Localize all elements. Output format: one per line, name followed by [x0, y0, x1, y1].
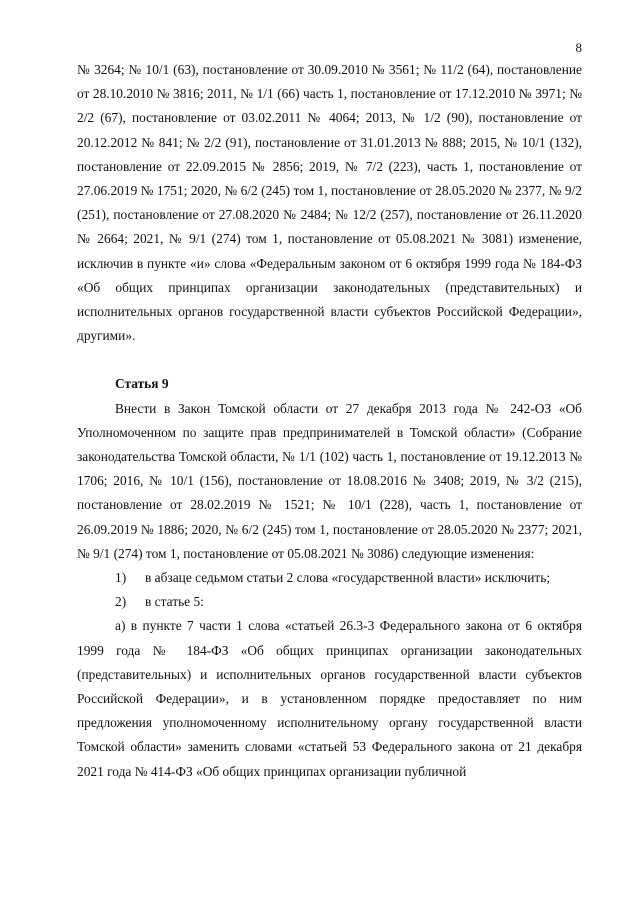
list-item — [77, 590, 582, 614]
document-body — [77, 58, 582, 784]
article-9-intro: Внести в Закон Томской области от 27 декабря 2013 года № 242-ОЗ «Об Уполномоченном по защите прав предпринимателей в Томской области» (Собрание законодательства Томской области, № 1/1 (102) часть 1, постановление от 19.12.2013 № 1706; 2016, № 10/1 (156), постановление от 18.08.2016 № 3408; 2019, № 3/2 (215), постановление от 28.02.2019 № 1521; № 10/1 (228), часть 1, постановление от 26.09.2019 № 1886; 2020, № 6/2 (245) том 1, постановление от 28.05.2020 № 2377; 2021, № 9/1 (274) том 1, постановление от 05.08.2021 № 3086) следующие изменения: — [77, 400, 582, 561]
spacer — [77, 348, 582, 372]
list-item-text: в статье 5: — [145, 594, 204, 610]
subitem-a-paragraph: а) в пункте 7 части 1 слова «статьей 26.3-3 Федерального закона от 6 октября 1999 года № 184-ФЗ «Об общих принципах организации законодательных (представительных) и исполнительных органов государственной власти субъектов Российской Федерации», и в установленном порядке предоставляет по ним предложения уполномоченному исполнительному органу государственной власти Томской области» заменить словами «статьей 53 Федерального закона от 21 декабря 2021 года № 414-ФЗ «Об общих принципах организации публичной — [77, 618, 582, 779]
continuation-paragraph: № 3264; № 10/1 (63), постановление от 30.09.2010 № 3561; № 11/2 (64), постановление от 28.10.2010 № 3816; 2011, № 1/1 (66) часть 1, постановление от 17.12.2010 № 3971; № 2/2 (67), постановление от 03.02.2011 № 4064; 2013, № 1/2 (90), постановление от 20.12.2012 № 841; № 2/2 (91), постановление от 31.01.2013 № 888; 2015, № 10/1 (132), постановление от 22.09.2015 № 2856; 2019, № 7/2 (223), часть 1, постановление от 27.06.2019 № 1751; 2020, № 6/2 (245) том 1, постановление от 28.05.2020 № 2377, № 9/2 (251), постановление от 27.08.2020 № 2484; № 12/2 (257), постановление от 26.11.2020 № 2664; 2021, № 9/1 (274) том 1, постановление от 05.08.2021 № 3081) изменение, исключив в пункте «и» слова «Федеральным законом от 6 октября 1999 года № 184-ФЗ «Об общих принципах организации законодательных (представительных) и исполнительных органов государственной власти субъектов Российской Федерации», другими». — [77, 62, 582, 344]
list-item — [77, 566, 582, 590]
page-number: 8 — [575, 40, 582, 55]
list-item-text: в абзаце седьмом статьи 2 слова «государственной власти» исключить; — [145, 570, 551, 586]
list-item-number: 2) — [115, 594, 127, 610]
article-9-heading: Статья 9 — [115, 376, 169, 392]
list-item-number: 1) — [115, 570, 127, 586]
